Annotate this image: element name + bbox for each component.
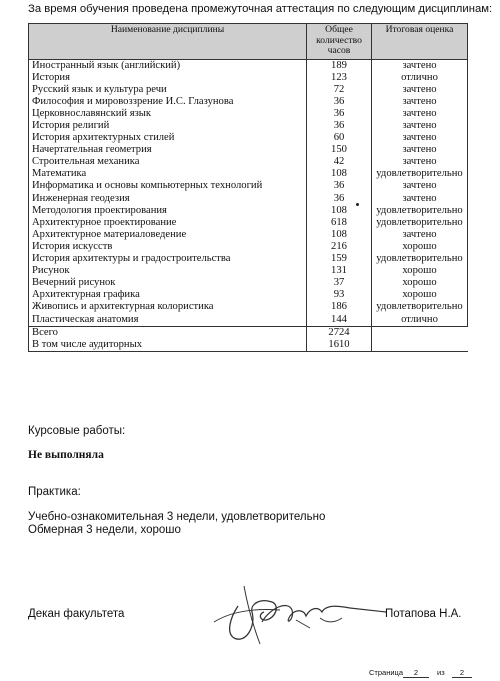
table-row bbox=[29, 120, 468, 132]
table-row bbox=[29, 180, 468, 192]
header-grade: Итоговая оценка bbox=[372, 24, 468, 60]
discipline-grade: отлично bbox=[372, 72, 468, 84]
discipline-hours: 189 bbox=[307, 59, 372, 72]
discipline-grade: зачтено bbox=[372, 180, 468, 192]
discipline-hours: 37 bbox=[307, 277, 372, 289]
discipline-grade: зачтено bbox=[372, 229, 468, 241]
practice-line-1: Учебно-ознакомительная 3 недели, удовлетворительно bbox=[28, 511, 326, 523]
header-discipline: Наименование дисциплины bbox=[29, 24, 307, 60]
discipline-hours: 186 bbox=[307, 301, 372, 313]
table-row bbox=[29, 265, 468, 277]
discipline-name: Философия и мировоззрение И.С. Глазунова bbox=[29, 96, 307, 108]
table-row bbox=[29, 132, 468, 144]
table-body bbox=[29, 59, 468, 326]
discipline-grade: хорошо bbox=[372, 265, 468, 277]
discipline-name: Начертательная геометрия bbox=[29, 144, 307, 156]
discipline-name: Методология проектирования bbox=[29, 205, 307, 217]
discipline-hours: 36 bbox=[307, 120, 372, 132]
table-row bbox=[29, 72, 468, 84]
coursework-value: Не выполняла bbox=[28, 449, 104, 461]
table-row bbox=[29, 277, 468, 289]
discipline-name: Русский язык и культура речи bbox=[29, 84, 307, 96]
table-row bbox=[29, 313, 468, 326]
discipline-hours: 123 bbox=[307, 72, 372, 84]
total-grade bbox=[372, 326, 468, 339]
discipline-name: Церковнославянский язык bbox=[29, 108, 307, 120]
discipline-grade: хорошо bbox=[372, 277, 468, 289]
discipline-grade: хорошо bbox=[372, 241, 468, 253]
discipline-hours: 144 bbox=[307, 313, 372, 326]
discipline-hours: 36 bbox=[307, 96, 372, 108]
signature-image bbox=[200, 578, 390, 648]
table-row bbox=[29, 96, 468, 108]
of-label: из bbox=[437, 668, 445, 677]
table-row bbox=[29, 253, 468, 265]
discipline-name: Математика bbox=[29, 168, 307, 180]
discipline-name: Пластическая анатомия bbox=[29, 313, 307, 326]
discipline-grade: хорошо bbox=[372, 289, 468, 301]
table-row bbox=[29, 168, 468, 180]
discipline-grade: зачтено bbox=[372, 96, 468, 108]
practice-line-2: Обмерная 3 недели, хорошо bbox=[28, 524, 181, 536]
table-row bbox=[29, 59, 468, 72]
discipline-grade: удовлетворительно bbox=[372, 253, 468, 265]
grades-table bbox=[28, 23, 468, 352]
table-row bbox=[29, 241, 468, 253]
discipline-grade: зачтено bbox=[372, 59, 468, 72]
discipline-name: Иностранный язык (английский) bbox=[29, 59, 307, 72]
auditory-grade bbox=[372, 339, 468, 352]
discipline-grade: зачтено bbox=[372, 84, 468, 96]
page-total: 2 bbox=[452, 668, 472, 678]
auditory-hours: 1610 bbox=[307, 339, 372, 352]
discipline-name: История религий bbox=[29, 120, 307, 132]
discipline-grade: зачтено bbox=[372, 144, 468, 156]
total-hours: 2724 bbox=[307, 326, 372, 339]
table-row bbox=[29, 144, 468, 156]
discipline-grade: зачтено bbox=[372, 132, 468, 144]
discipline-name: История архитектурных стилей bbox=[29, 132, 307, 144]
auditory-label: В том числе аудиторных bbox=[29, 339, 307, 352]
practice-label: Практика: bbox=[28, 486, 81, 498]
page-number: 2 bbox=[403, 668, 429, 678]
discipline-name: История архитектуры и градостроительства bbox=[29, 253, 307, 265]
table-row bbox=[29, 229, 468, 241]
discipline-hours: 159 bbox=[307, 253, 372, 265]
table-header-row bbox=[29, 24, 468, 60]
table-row bbox=[29, 301, 468, 313]
discipline-hours: 108 bbox=[307, 168, 372, 180]
table-row bbox=[29, 156, 468, 168]
discipline-name: Живопись и архитектурная колористика bbox=[29, 301, 307, 313]
discipline-name: Архитектурное проектирование bbox=[29, 217, 307, 229]
discipline-grade: зачтено bbox=[372, 193, 468, 205]
discipline-hours: 108 bbox=[307, 205, 372, 217]
table-row bbox=[29, 217, 468, 229]
discipline-grade: удовлетворительно bbox=[372, 205, 468, 217]
total-label: Всего bbox=[29, 326, 307, 339]
discipline-hours: 36 bbox=[307, 180, 372, 192]
table-row bbox=[29, 205, 468, 217]
discipline-hours: 108 bbox=[307, 229, 372, 241]
discipline-grade: зачтено bbox=[372, 108, 468, 120]
discipline-name: Инженерная геодезия bbox=[29, 193, 307, 205]
discipline-name: Архитектурная графика bbox=[29, 289, 307, 301]
discipline-grade: удовлетворительно bbox=[372, 217, 468, 229]
discipline-hours: 36 bbox=[307, 193, 372, 205]
discipline-name: Рисунок bbox=[29, 265, 307, 277]
discipline-grade: зачтено bbox=[372, 120, 468, 132]
discipline-hours: 150 bbox=[307, 144, 372, 156]
dean-title: Декан факультета bbox=[28, 608, 125, 620]
table-row bbox=[29, 289, 468, 301]
discipline-hours: 131 bbox=[307, 265, 372, 277]
discipline-hours: 42 bbox=[307, 156, 372, 168]
discipline-grade: удовлетворительно bbox=[372, 168, 468, 180]
page-label: Страница bbox=[369, 668, 403, 677]
discipline-name: Информатика и основы компьютерных технологий bbox=[29, 180, 307, 192]
discipline-grade: зачтено bbox=[372, 156, 468, 168]
dean-name: Потапова Н.А. bbox=[385, 608, 462, 620]
coursework-label: Курсовые работы: bbox=[28, 425, 126, 437]
discipline-hours: 72 bbox=[307, 84, 372, 96]
discipline-name: История искусств bbox=[29, 241, 307, 253]
auditory-row bbox=[29, 339, 468, 352]
discipline-name: История bbox=[29, 72, 307, 84]
discipline-name: Вечерний рисунок bbox=[29, 277, 307, 289]
stray-mark bbox=[356, 203, 359, 206]
discipline-name: Строительная механика bbox=[29, 156, 307, 168]
header-hours: Общее количество часов bbox=[307, 24, 372, 60]
discipline-grade: удовлетворительно bbox=[372, 301, 468, 313]
discipline-hours: 60 bbox=[307, 132, 372, 144]
discipline-hours: 93 bbox=[307, 289, 372, 301]
total-row bbox=[29, 326, 468, 339]
intro-text: За время обучения проведена промежуточная аттестация по следующим дисциплинам: bbox=[28, 3, 493, 15]
discipline-grade: отлично bbox=[372, 313, 468, 326]
table-row bbox=[29, 84, 468, 96]
discipline-name: Архитектурное материаловедение bbox=[29, 229, 307, 241]
discipline-hours: 36 bbox=[307, 108, 372, 120]
table-row bbox=[29, 108, 468, 120]
discipline-hours: 618 bbox=[307, 217, 372, 229]
discipline-hours: 216 bbox=[307, 241, 372, 253]
table-row bbox=[29, 193, 468, 205]
